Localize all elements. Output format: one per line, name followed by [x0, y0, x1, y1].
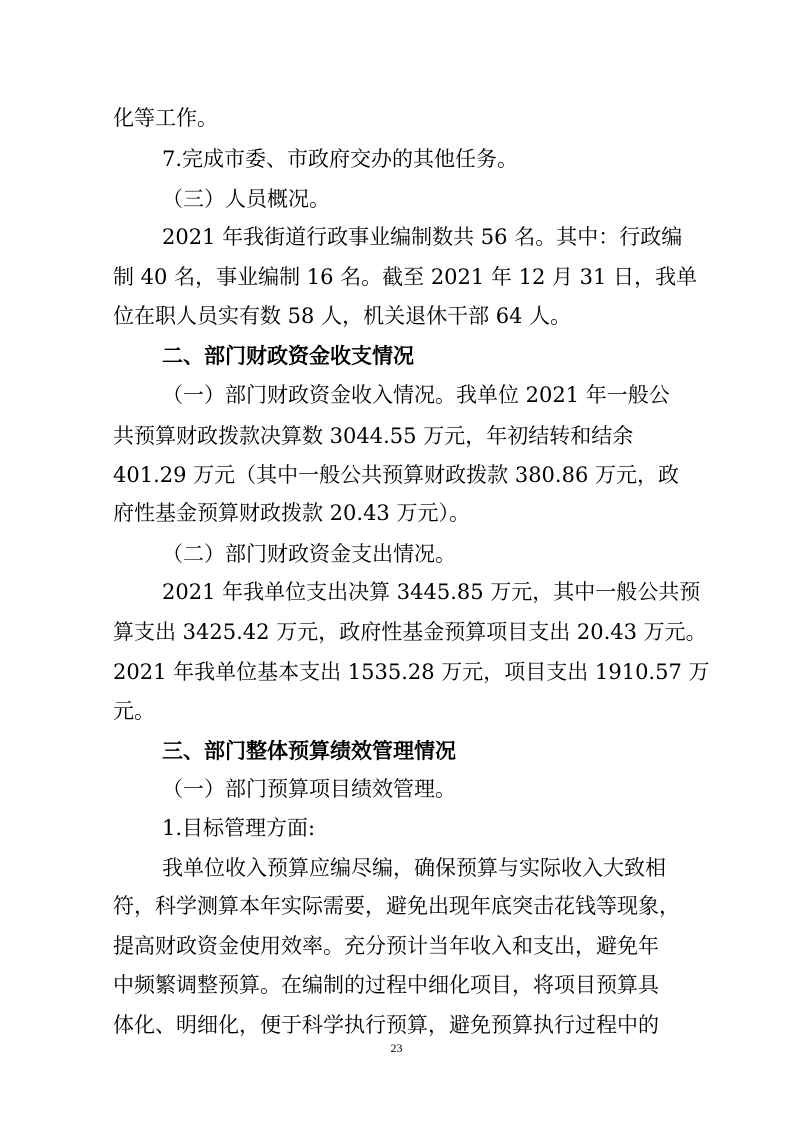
- paragraph-line: 府性基金预算财政拨款 20.43 万元）。: [113, 501, 470, 525]
- paragraph-line: 符，科学测算本年实际需要，避免出现年底突击花钱等现象，: [113, 894, 680, 918]
- list-item-1: 1.目标管理方面:: [162, 816, 316, 840]
- paragraph-line: 化等工作。: [113, 106, 218, 130]
- paragraph-line: 中频繁调整预算。在编制的过程中细化项目，将项目预算具: [113, 973, 659, 997]
- subsection-heading-performance: （一）部门预算项目绩效管理。: [162, 777, 456, 801]
- subsection-heading-income: （一）部门财政资金收入情况。我单位 2021 年一般公: [162, 383, 670, 407]
- paragraph-line: 位在职人员实有数 58 人，机关退休干部 64 人。: [113, 304, 572, 328]
- paragraph-line: 2021 年我单位支出决算 3445.85 万元，其中一般公共预: [162, 580, 701, 604]
- paragraph-line: 体化、明细化，便于科学执行预算，避免预算执行过程中的: [113, 1013, 659, 1037]
- paragraph-line: 2021 年我街道行政事业编制数共 56 名。其中：行政编: [162, 225, 683, 249]
- paragraph-line: 401.29 万元（其中一般公共预算财政拨款 380.86 万元，政: [113, 463, 679, 487]
- page-number: 23: [390, 1041, 403, 1055]
- paragraph-line: 2021 年我单位基本支出 1535.28 万元，项目支出 1910.57 万: [113, 660, 710, 684]
- list-item-7: 7.完成市委、市政府交办的其他任务。: [162, 147, 519, 171]
- section-heading-3: 三、部门整体预算绩效管理情况: [162, 739, 456, 763]
- section-heading-2: 二、部门财政资金收支情况: [162, 344, 414, 368]
- subsection-heading-personnel: （三）人员概况。: [162, 187, 330, 211]
- paragraph-line: 元。: [113, 699, 155, 723]
- paragraph-line: 制 40 名，事业编制 16 名。截至 2021 年 12 月 31 日，我单: [113, 265, 698, 289]
- paragraph-line: 我单位收入预算应编尽编，确保预算与实际收入大致相: [162, 856, 666, 880]
- paragraph-line: 提高财政资金使用效率。充分预计当年收入和支出，避免年: [113, 934, 659, 958]
- subsection-heading-expenditure: （二）部门财政资金支出情况。: [162, 542, 456, 566]
- paragraph-line: 算支出 3425.42 万元，政府性基金预算项目支出 20.43 万元。: [113, 620, 707, 644]
- paragraph-line: 共预算财政拨款决算数 3044.55 万元，年初结转和结余: [113, 424, 634, 448]
